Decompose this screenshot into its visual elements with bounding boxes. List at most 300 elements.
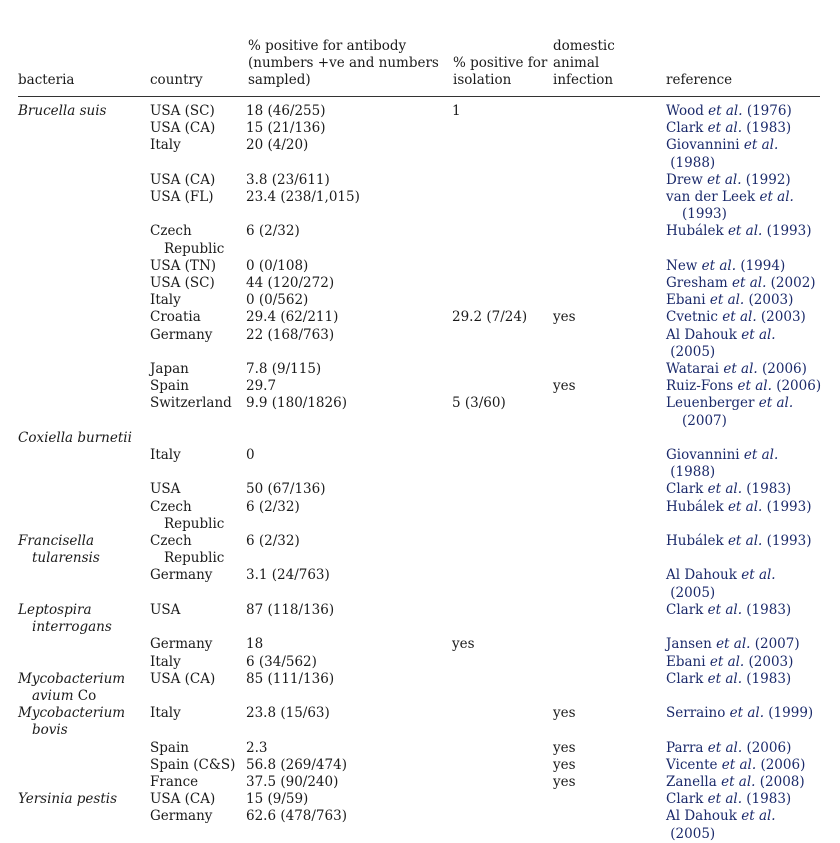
bacteria-cell [18,189,150,206]
bacteria-cell [18,241,150,258]
reference-etal: et al. [732,275,767,292]
antibody-cell [246,430,452,447]
country-cell: Italy [150,705,181,722]
reference-etal: et al. [708,103,743,119]
reference-year: (1983) [742,601,792,618]
reference-year: (2007) [682,412,727,429]
isolation-cell: 5 (3/60) [452,395,506,412]
bacteria-name: Mycobacterium [18,705,126,722]
reference-cell [666,533,824,550]
table-row [18,189,824,206]
antibody-cell: 18 [246,636,264,653]
reference-etal: et al. [707,171,742,188]
reference-cell [666,619,824,636]
domestic-cell [553,172,666,189]
antibody-cell: 3.8 (23/611) [246,171,330,188]
domestic-cell [553,258,666,275]
bacteria-cell [18,722,150,739]
isolation-cell [452,327,553,361]
reference-cell [666,137,824,171]
antibody-cell: 6 (2/32) [246,533,300,550]
domestic-cell [553,481,666,498]
reference-year: (1988) [666,464,716,481]
isolation-cell [452,757,553,774]
table-row [18,516,824,533]
domestic-cell [553,688,666,705]
domestic-cell [553,567,666,601]
header-domestic-line1: domestic [553,38,615,54]
reference-cell [666,378,824,395]
reference-cell [666,671,824,688]
bacteria-cell [18,671,150,688]
reference-cell [666,688,824,705]
header-domestic-line2: animal [553,55,600,71]
reference-year: (2006) [771,378,822,395]
antibody-cell: 20 (4/20) [246,137,309,154]
reference-author: Leuenberger [666,395,759,412]
reference-etal: et al. [707,481,742,498]
domestic-cell [553,447,666,481]
header-isolation-line2: isolation [453,72,512,88]
reference-cell [666,223,824,240]
table-row [18,430,824,447]
table-row [18,740,824,757]
reference-cell [666,258,824,275]
reference-etal: et al. [709,653,745,670]
table-row [18,241,824,258]
reference-author: Parra [666,739,708,756]
reference-cell [666,499,824,516]
reference-cell [666,413,824,430]
reference-author: Wood [666,103,709,119]
antibody-cell: 29.4 (62/211) [246,309,339,326]
reference-author: Giovannini [666,447,744,464]
isolation-cell [452,619,553,636]
reference-author: Al Dahouk [666,326,742,343]
antibody-cell: 23.8 (15/63) [246,705,330,722]
reference-cell [666,516,824,533]
antibody-cell: 0 (0/562) [246,292,309,309]
table-row [18,292,824,309]
reference-author: Hubálek [666,533,728,550]
isolation-cell: 1 [452,103,461,119]
bacteria-name: avium [32,687,74,704]
bacteria-cell [18,602,150,619]
antibody-cell: 50 (67/136) [246,481,326,498]
reference-year: (1993) [682,206,727,223]
country-cell [150,413,246,430]
table-row [18,413,824,430]
domestic-cell [553,808,666,842]
domestic-cell [553,791,666,808]
table-row [18,361,824,378]
bacteria-cell [18,413,150,430]
table-row [18,223,824,240]
antibody-cell: 44 (120/272) [246,275,335,292]
reference-year: (2003) [744,292,794,309]
header-isolation-line1: % positive for [453,55,548,71]
country-cell: Germany [150,326,213,343]
bacteria-cell [18,757,150,774]
reference-cell [666,361,824,378]
reference-cell [666,567,824,601]
header-domestic-line3: infection [553,72,614,88]
reference-year: (2003) [756,309,806,326]
bacteria-cell [18,567,150,601]
reference-author: Drew [666,171,708,188]
table-row [18,481,824,498]
isolation-cell [452,481,553,498]
domestic-cell [553,327,666,361]
bacteria-cell [18,275,150,292]
country-cell: USA (CA) [150,171,216,188]
domestic-cell [553,241,666,258]
reference-cell [666,722,824,739]
antibody-cell: 22 (168/763) [246,326,335,343]
reference-etal: et al. [741,567,776,584]
antibody-cell: 0 [246,447,255,464]
header-antibody [248,38,439,89]
country-cell: Czech [150,223,192,240]
reference-etal: et al. [737,378,772,395]
bacteria-cell [18,120,150,137]
country-cell [150,206,246,223]
antibody-cell: 29.7 [246,378,277,395]
reference-author: Vicente [666,756,722,773]
bacteria-name: bovis [32,722,68,739]
domestic-cell [553,430,666,447]
antibody-cell [246,241,452,258]
bacteria-cell [18,550,150,567]
table-row [18,499,824,516]
reference-cell [666,275,824,292]
domestic-cell [553,103,666,120]
bacteria-cell [18,774,150,791]
table-row [18,808,824,842]
domestic-cell: yes [553,739,576,756]
country-cell: USA (TN) [150,257,217,274]
antibody-cell: 23.4 (238/1,015) [246,189,360,206]
antibody-cell: 15 (9/59) [246,791,309,808]
reference-etal: et al. [727,533,763,550]
reference-cell [666,189,824,206]
isolation-cell [452,378,553,395]
country-cell: Spain [150,739,189,756]
antibody-cell: 15 (21/136) [246,120,326,137]
reference-year: (1999) [764,705,814,722]
bacteria-name: Brucella suis [18,103,107,119]
reference-cell [666,241,824,258]
header-bacteria: bacteria [18,72,75,88]
table-row [18,309,824,326]
reference-etal: et al. [721,756,757,773]
reference-etal: et al. [723,361,758,378]
reference-cell [666,430,824,447]
bacteria-name: Mycobacterium [18,670,126,687]
domestic-cell [553,137,666,171]
bacteria-cell [18,740,150,757]
isolation-cell [452,447,553,481]
reference-cell [666,636,824,653]
reference-year: (1993) [762,223,812,240]
header-reference: reference [666,72,733,88]
reference-year: (2005) [666,343,716,360]
table-row [18,172,824,189]
reference-cell [666,481,824,498]
domestic-cell [553,292,666,309]
reference-author: Cvetnic [666,309,723,326]
country-cell [150,619,246,636]
isolation-cell [452,705,553,722]
reference-cell [666,757,824,774]
isolation-cell: yes [452,636,475,653]
reference-etal: et al. [701,257,737,274]
isolation-cell [452,241,553,258]
isolation-cell [452,671,553,688]
reference-author: Serraino [666,705,730,722]
antibody-cell: 85 (111/136) [246,670,335,687]
antibody-cell: 87 (118/136) [246,601,335,618]
isolation-cell [452,172,553,189]
bacteria-cell [18,808,150,842]
reference-etal: et al. [759,189,794,206]
reference-cell [666,602,824,619]
bacteria-cell [18,430,150,447]
reference-year: (1983) [742,481,792,498]
bacteria-cell [18,378,150,395]
reference-etal: et al. [707,739,743,756]
country-cell: USA [150,601,181,618]
antibody-cell [246,550,452,567]
country-cell: USA (SC) [150,103,215,119]
table-row [18,103,824,120]
antibody-cell [246,206,452,223]
bacteria-cell [18,447,150,481]
reference-cell [666,550,824,567]
isolation-cell [452,740,553,757]
antibody-cell: 7.8 (9/115) [246,361,322,378]
bacteria-cell [18,636,150,653]
reference-cell [666,206,824,223]
bacteria-cell [18,499,150,516]
reference-year: (2006) [742,739,792,756]
bacteria-name: Leptospira [18,601,92,618]
reference-etal: et al. [721,773,756,790]
table-row [18,671,824,688]
antibody-cell: 37.5 (90/240) [246,773,339,790]
domestic-cell [553,361,666,378]
country-cell: Switzerland [150,395,232,412]
reference-author: Giovannini [666,137,744,154]
isolation-cell [452,292,553,309]
bacteria-cell [18,292,150,309]
bacteria-cell [18,688,150,705]
table-row [18,619,824,636]
domestic-cell [553,654,666,671]
reference-author: Clark [666,120,708,137]
reference-etal: et al. [743,447,779,464]
reference-etal: et al. [709,292,745,309]
country-cell: Italy [150,653,181,670]
reference-author: Clark [666,791,708,808]
reference-cell [666,654,824,671]
reference-author: Ebani [666,292,710,309]
antibody-cell: 0 (0/108) [246,257,309,274]
domestic-cell [553,619,666,636]
bacteria-cell [18,791,150,808]
reference-cell [666,120,824,137]
country-cell: USA (CA) [150,791,216,808]
reference-year: (1983) [742,120,792,137]
reference-cell [666,103,824,120]
reference-cell [666,808,824,842]
domestic-cell [553,550,666,567]
reference-etal: et al. [729,705,764,722]
domestic-cell [553,636,666,653]
reference-author: Al Dahouk [666,567,742,584]
bacteria-cell [18,533,150,550]
country-cell: USA (CA) [150,120,216,137]
bacteria-cell [18,481,150,498]
country-cell: Italy [150,137,181,154]
isolation-cell [452,258,553,275]
isolation-cell [452,189,553,206]
isolation-cell [452,516,553,533]
bacteria-suffix: Co [73,687,97,704]
reference-cell [666,774,824,791]
header-rule [18,96,820,97]
reference-cell [666,292,824,309]
table-row [18,688,824,705]
country-cell: Italy [150,292,181,309]
bacteria-cell [18,258,150,275]
country-cell: Spain (C&S) [150,756,236,773]
antibody-cell: 18 (46/255) [246,103,326,119]
reference-etal: et al. [758,395,794,412]
domestic-cell: yes [553,756,576,773]
bacteria-cell [18,137,150,171]
reference-cell [666,447,824,481]
table-row [18,137,824,171]
reference-etal: et al. [743,137,779,154]
table-row [18,567,824,601]
reference-year: (1983) [742,791,792,808]
reference-year: (2007) [750,636,800,653]
reference-year: (1994) [736,257,786,274]
country-cell [150,722,246,739]
reference-author: Al Dahouk [666,808,742,825]
table-row [18,258,824,275]
isolation-cell [452,223,553,240]
domestic-cell: yes [553,378,576,395]
antibody-cell: 6 (2/32) [246,498,300,515]
antibody-cell: 3.1 (24/763) [246,567,330,584]
isolation-cell [452,206,553,223]
isolation-cell [452,550,553,567]
antibody-cell: 56.8 (269/474) [246,756,347,773]
reference-year: (2002) [766,275,816,292]
reference-cell [666,791,824,808]
reference-etal: et al. [716,636,751,653]
bacteria-cell [18,223,150,240]
table-body [18,103,824,843]
country-cell: France [150,773,199,790]
table-row [18,722,824,739]
reference-year: (2008) [755,773,805,790]
table-header [0,38,840,92]
reference-year: (2006) [756,756,806,773]
reference-cell [666,327,824,361]
isolation-cell [452,722,553,739]
table-row [18,120,824,137]
isolation-cell [452,413,553,430]
country-cell: Czech [150,533,192,550]
reference-year: (1988) [666,154,716,171]
isolation-cell [452,654,553,671]
reference-etal: et al. [707,120,742,137]
reference-year: (1992) [741,171,791,188]
isolation-cell [452,533,553,550]
country-cell: Croatia [150,309,201,326]
header-antibody-line1: % positive for antibody [248,38,407,54]
reference-author: van der Leek [666,189,760,206]
antibody-cell [246,619,452,636]
reference-etal: et al. [741,808,776,825]
reference-author: Hubálek [666,223,728,240]
reference-year: (1976) [742,103,792,119]
domestic-cell [553,533,666,550]
domestic-cell [553,189,666,206]
domestic-cell [553,223,666,240]
domestic-cell [553,275,666,292]
isolation-cell [452,275,553,292]
antibody-cell: 6 (34/562) [246,653,317,670]
domestic-cell [553,395,666,412]
isolation-cell [452,361,553,378]
reference-etal: et al. [707,601,742,618]
antibody-cell: 62.6 (478/763) [246,808,347,825]
country-cell: Czech [150,498,192,515]
isolation-cell [452,567,553,601]
reference-cell [666,705,824,722]
antibody-cell [246,688,452,705]
table-row [18,757,824,774]
bacteria-cell [18,327,150,361]
country-cell: USA (FL) [150,189,214,206]
reference-etal: et al. [707,791,742,808]
reference-year: (2005) [666,825,716,842]
bacteria-cell [18,654,150,671]
antibody-cell [246,516,452,533]
header-isolation [453,55,547,89]
country-cell: Germany [150,567,213,584]
antibody-cell: 6 (2/32) [246,223,300,240]
reference-year: (2003) [744,653,794,670]
isolation-cell [452,137,553,171]
country-cell: Spain [150,378,189,395]
bacteria-cell [18,103,150,120]
bacteria-cell [18,619,150,636]
country-cell: Japan [150,361,189,378]
table-row [18,275,824,292]
domestic-cell [553,516,666,533]
isolation-cell: 29.2 (7/24) [452,309,528,326]
table-row [18,705,824,722]
reference-year: (1983) [742,670,792,687]
table-row [18,533,824,550]
country-cell: Republic [164,550,225,567]
domestic-cell [553,499,666,516]
